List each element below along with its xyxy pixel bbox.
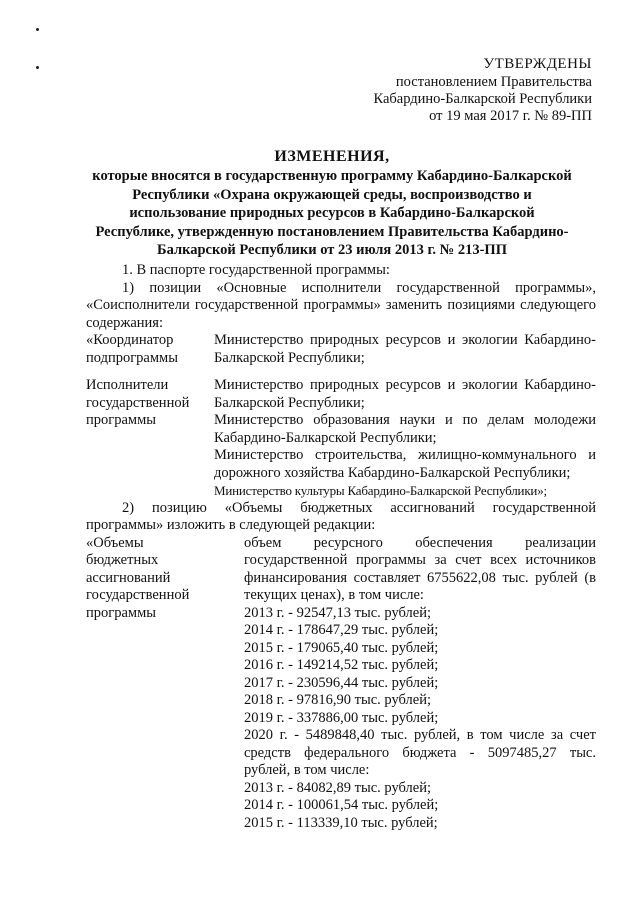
scan-mark: [36, 28, 39, 31]
value-line: объем ресурсного обеспечения реализации государственной программы за счет всех источников финансирования составляет 6755622,08 тыс. рублей (в текущих ценах), в том числе:: [244, 534, 596, 603]
coordinator-row: [86, 332, 596, 367]
document-body: [86, 262, 596, 832]
row-value: [214, 377, 596, 500]
year-line: 2016 г. - 149214,52 тыс. рублей;: [244, 657, 439, 673]
document-title: [72, 147, 592, 260]
year-line: 2014 г. - 100061,54 тыс. рублей;: [244, 797, 439, 813]
year-line: 2020 г. - 5489848,40 тыс. рублей, в том числе за счет средств федерального бюджета - 5097485,27 тыс. рублей, в том числе:: [244, 727, 596, 778]
key-line: программы: [86, 412, 156, 428]
title-line: использование природных ресурсов в Кабардино-Балкарской: [129, 205, 535, 221]
approval-heading: УТВЕРЖДЕНЫ: [483, 56, 592, 72]
budget-row: [86, 535, 596, 833]
row-value: [244, 535, 596, 833]
key-line: ассигнований: [86, 569, 171, 586]
year-line: 2015 г. - 113339,10 тыс. рублей;: [244, 814, 438, 831]
executors-row: [86, 377, 596, 500]
paragraph: 1) позиции «Основные исполнители государственной программы», «Соисполнители государственной программы» заменить позициями следующего содержания:: [86, 279, 596, 331]
value-line: Министерство образования науки и по делам молодежи Кабардино-Балкарской Республики;: [214, 412, 596, 446]
year-line: 2013 г. - 92547,13 тыс. рублей;: [244, 604, 431, 621]
section-heading: 1. В паспорте государственной программы:: [122, 262, 390, 278]
key-line: бюджетных: [86, 552, 159, 568]
approval-line: Кабардино-Балкарской Республики: [373, 91, 592, 107]
year-line: 2018 г. - 97816,90 тыс. рублей;: [244, 692, 431, 708]
key-line: государственной: [86, 587, 190, 603]
key-line: «Координатор: [86, 332, 174, 348]
row-key: [86, 332, 214, 367]
title-line: Балкарской Республики от 23 июля 2013 г. № 213-ПП: [157, 242, 507, 258]
year-line: 2019 г. - 337886,00 тыс. рублей;: [244, 709, 439, 726]
year-line: 2015 г. - 179065,40 тыс. рублей;: [244, 639, 439, 656]
key-line: «Объемы: [86, 534, 144, 551]
value-line: Министерство строительства, жилищно-коммунального и дорожного хозяйства Кабардино-Балкарской Республики;: [214, 447, 596, 481]
approval-line: постановлением Правительства: [395, 74, 592, 90]
key-line: программы: [86, 604, 156, 621]
key-line: государственной: [86, 394, 190, 411]
scan-mark: [36, 66, 39, 69]
approval-stamp: [373, 56, 592, 125]
approval-line: от 19 мая 2017 г. № 89-ПП: [429, 108, 592, 124]
value-line: Министерство природных ресурсов и экологии Кабардино-Балкарской Республики;: [214, 377, 596, 411]
key-line: Исполнители: [86, 377, 169, 393]
title-line: которые вносятся в государственную программу Кабардино-Балкарской: [92, 168, 572, 184]
row-key: [86, 377, 214, 500]
year-line: 2014 г. - 178647,29 тыс. рублей;: [244, 622, 439, 638]
title-line: Республике, утвержденную постановлением Правительства Кабардино-: [95, 223, 569, 240]
paragraph: 2) позицию «Объемы бюджетных ассигнований государственной программы» изложить в следующей редакции:: [86, 499, 596, 533]
year-line: 2013 г. - 84082,89 тыс. рублей;: [244, 779, 431, 796]
title-line: Республики «Охрана окружающей среды, воспроизводство и: [132, 186, 532, 203]
year-line: 2017 г. - 230596,44 тыс. рублей;: [244, 674, 439, 691]
title-main: ИЗМЕНЕНИЯ,: [274, 148, 390, 165]
key-line: подпрограммы: [86, 349, 178, 366]
spacer: [86, 367, 596, 377]
row-key: [86, 535, 244, 833]
value-line: Министерство культуры Кабардино-Балкарской Республики»;: [214, 483, 547, 498]
row-value: Министерство природных ресурсов и экологии Кабардино-Балкарской Республики;: [214, 332, 596, 366]
